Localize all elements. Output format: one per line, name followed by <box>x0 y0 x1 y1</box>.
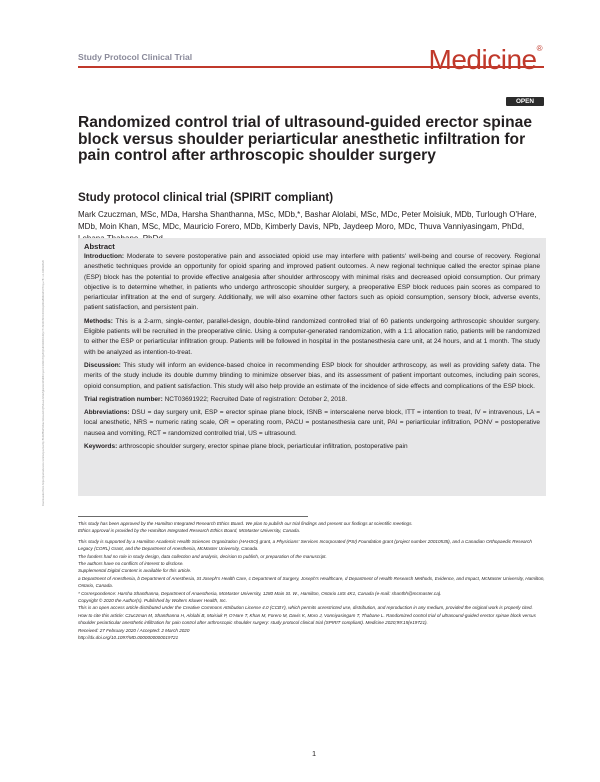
footnote-funder-role: The funders had no role in study design, data collection and analysis, decision to publish, or preparation of the manuscript. <box>78 553 327 559</box>
keywords-label: Keywords: <box>84 443 118 451</box>
abbreviations-text: DSU = day surgery unit, ESP = erector spinae plane block, ISNB = interscalene nerve block, ITT = intention to treat, IV = intravenous, LA = local anesthetic, NRS = numeric rating scale, OR = operating room, PACU = postanesthesia care unit, PAI = periarticular infiltration, PONV = postoperative nausea and vomiting, RCT = randomized controlled trial, US = ultrasound. <box>84 409 540 437</box>
abstract-methods <box>84 317 540 358</box>
footnote-divider <box>78 516 308 517</box>
footnote-dates: Received: 27 February 2020 / Accepted: 2 March 2020 <box>78 627 190 633</box>
trial-registration-label: Trial registration number: <box>84 395 163 403</box>
footnote-doi: http://dx.doi.org/10.1097/MD.0000000000019721 <box>78 635 179 641</box>
section-label: Study Protocol Clinical Trial <box>78 52 193 62</box>
footnote-copyright: Copyright © 2020 the Author(s). Published by Wolters Kluwer Health, Inc. <box>78 598 228 604</box>
author-list: Mark Czuczman, MSc, MDa, Harsha Shanthanna, MSc, MDb,*, Bashar Alolabi, MSc, MDc, Peter Moisiuk, MDb, Turlough O'Hare, MDb, Moin Khan, MSc, MDc, Mauricio Forero, MDb, Kimberly Davis, NPb, Jaydeep Moro, MDc, Thuva Vanniyasingam, PhDd, <box>78 210 537 231</box>
footnote-citation: How to cite this article: Czuczman M, Shanthanna H, Alolabi B, Moisiuk P, O'Hare T, Khan M, Forero M, Davis K, Moro J, Vanniyasingam T, Thabane L. Randomized control trial of ultrasound-guided erector spinae block versus shoulder periarticular anesthetic infiltration for pain control after arthroscopic shoulder surgery: study protocol clinical trial (SPIRIT compliant). Medicine 2020;99:15(e19721). <box>78 612 536 626</box>
abstract-box <box>78 238 546 496</box>
article-title: Randomized control trial of ultrasound-guided erector spinae block versus shoulder periarticular anesthetic infiltration for pain control after arthroscopic shoulder surgery <box>78 114 532 165</box>
abstract-keywords <box>84 442 540 452</box>
abstract-abbreviations <box>84 408 540 439</box>
journal-logo <box>429 44 542 76</box>
abstract-introduction <box>84 252 540 314</box>
introduction-label: Introduction: <box>84 253 125 260</box>
footnote-affiliations: a Department of Anesthesia, b Department of Anesthesia, St Joseph's Health Care, c Department of Surgery, Joseph's Healthcare, d Department of Health Research Methods, Evidence, and Impact, McMaster University, Hamilton, Ontario, Canada. <box>78 575 545 589</box>
abbreviations-label: Abbreviations: <box>84 409 130 417</box>
discussion-label: Discussion: <box>84 361 121 369</box>
footnote-supplemental: Supplemental Digital Content is available for this article. <box>78 568 192 574</box>
keywords-text: arthroscopic shoulder surgery, erector spinae plane block, periarticular infiltration, postoperative pain <box>119 443 408 451</box>
abstract-trial-registration <box>84 395 540 405</box>
journal-name: Medicine <box>428 44 537 75</box>
page-number: 1 <box>312 749 317 758</box>
download-watermark <box>42 260 48 560</box>
discussion-text: This study will inform an evidence-based choice in recommending ESP block for shoulder arthroscopy, as well as providing safety data. The merits of the study include its double dummy blinding to minimize observer bias, and its assessment of patient important outcomes, including pain scores, opioid consumption, and patient satisfaction. This study will also help provide an estimate of the incidence of side effects and complications of the ESP block. <box>84 361 540 390</box>
footnote-license: This is an open access article distributed under the Creative Commons Attribution License 4.0 (CCBY), which permits unrestricted use, distribution, and reproduction in any medium, provided the original work is properly cited. <box>78 605 533 611</box>
abstract-heading: Abstract <box>84 242 115 251</box>
methods-text: This is a 2-arm, single-center, parallel-design, double-blind randomized controlled trial of 60 patients undergoing arthroscopic shoulder surgery. Eligible patients will be recruited in the preoperative clinic. Using a computer-generated randomization, with a 1:1 allocation ratio, patients will be randomized to either the ESP or periarticular infiltration group. Patients will be followed in hospital in the postanesthesia care unit, at 24 hours, and at 1 month. The study with be analyzed as intention-to-treat. <box>84 317 540 356</box>
footnote-correspondence: * Correspondence: Harsha Shanthanna, Department of Anaesthesia, McMaster University, 1280 Main St. W., Hamilton, Ontario L8S 4K1, Canada (e-mail: shanthh@mcmaster.ca). <box>78 590 442 596</box>
trial-registration-text: NCT03691922; Recruited Date of registration: October 2, 2018. <box>164 395 348 403</box>
footnote-ethics-approval: Ethics approval is provided by the Hamilton Integrated Research Ethics Board, McMaster University, Canada. <box>78 528 301 534</box>
abstract-discussion <box>84 361 540 392</box>
registered-mark: ® <box>536 44 542 53</box>
introduction-text: Moderate to severe postoperative pain and associated opioid use may interfere with patients' well-being and course of recovery. Regional anesthetic techniques provide an opportunity for opioid sparing and improved patient outcomes. A new regional technique called the erector spinae plane (ESP) block has the potential to provide effective analgesia after shoulder arthroscopy with minimal risks and decreased opioid consumption. Our primary objective is to determine whether, in patients who undergo arthroscopic shoulder surgery, a preoperative ESP block reduces pain scores as compared to periarticular infiltration at the end of surgery. Additionally, we will also examine other factors such as opioid consumption, sensory block, adverse events, patient satisfaction, and persistent pain. <box>84 253 540 312</box>
footnote-conflicts: The authors have no conflicts of interest to disclose. <box>78 561 184 567</box>
methods-label: Methods: <box>84 317 113 325</box>
article-subtitle: Study protocol clinical trial (SPIRIT compliant) <box>78 191 334 204</box>
footnotes <box>78 520 546 642</box>
footnote-funding: This study is supported by a Hamilton Academic Health Sciences Organization (HAHSO) grant, a Physicians' Services Incorporated (PSI) Foundation grant (project number 20010535), and a Canadian Orthopaedic Research Legacy (CORL) Grant, and the Department of Anesthesia, McMaster University, Canada. <box>78 538 532 552</box>
footnote-ethics-board: This study has been approved by the Hamilton Integrated Research Ethics Board. We plan to publish our trial findings and present our findings at scientific meetings. <box>78 521 413 526</box>
open-access-badge: OPEN <box>506 97 544 106</box>
download-watermark-text: Downloaded from https://journals.lww.com/md-journal by BhDMf5ePHKav1zEoum1tQfN4a+kJLhEZgbsIHo4XMi0hCywCX1AWnYQp/IlQrHD3i3D0OdRyi7TvSFl4Cf3VC4/OAVpDDa8KKGKV0Ymy+78= on 04/04/2020 <box>42 260 45 507</box>
